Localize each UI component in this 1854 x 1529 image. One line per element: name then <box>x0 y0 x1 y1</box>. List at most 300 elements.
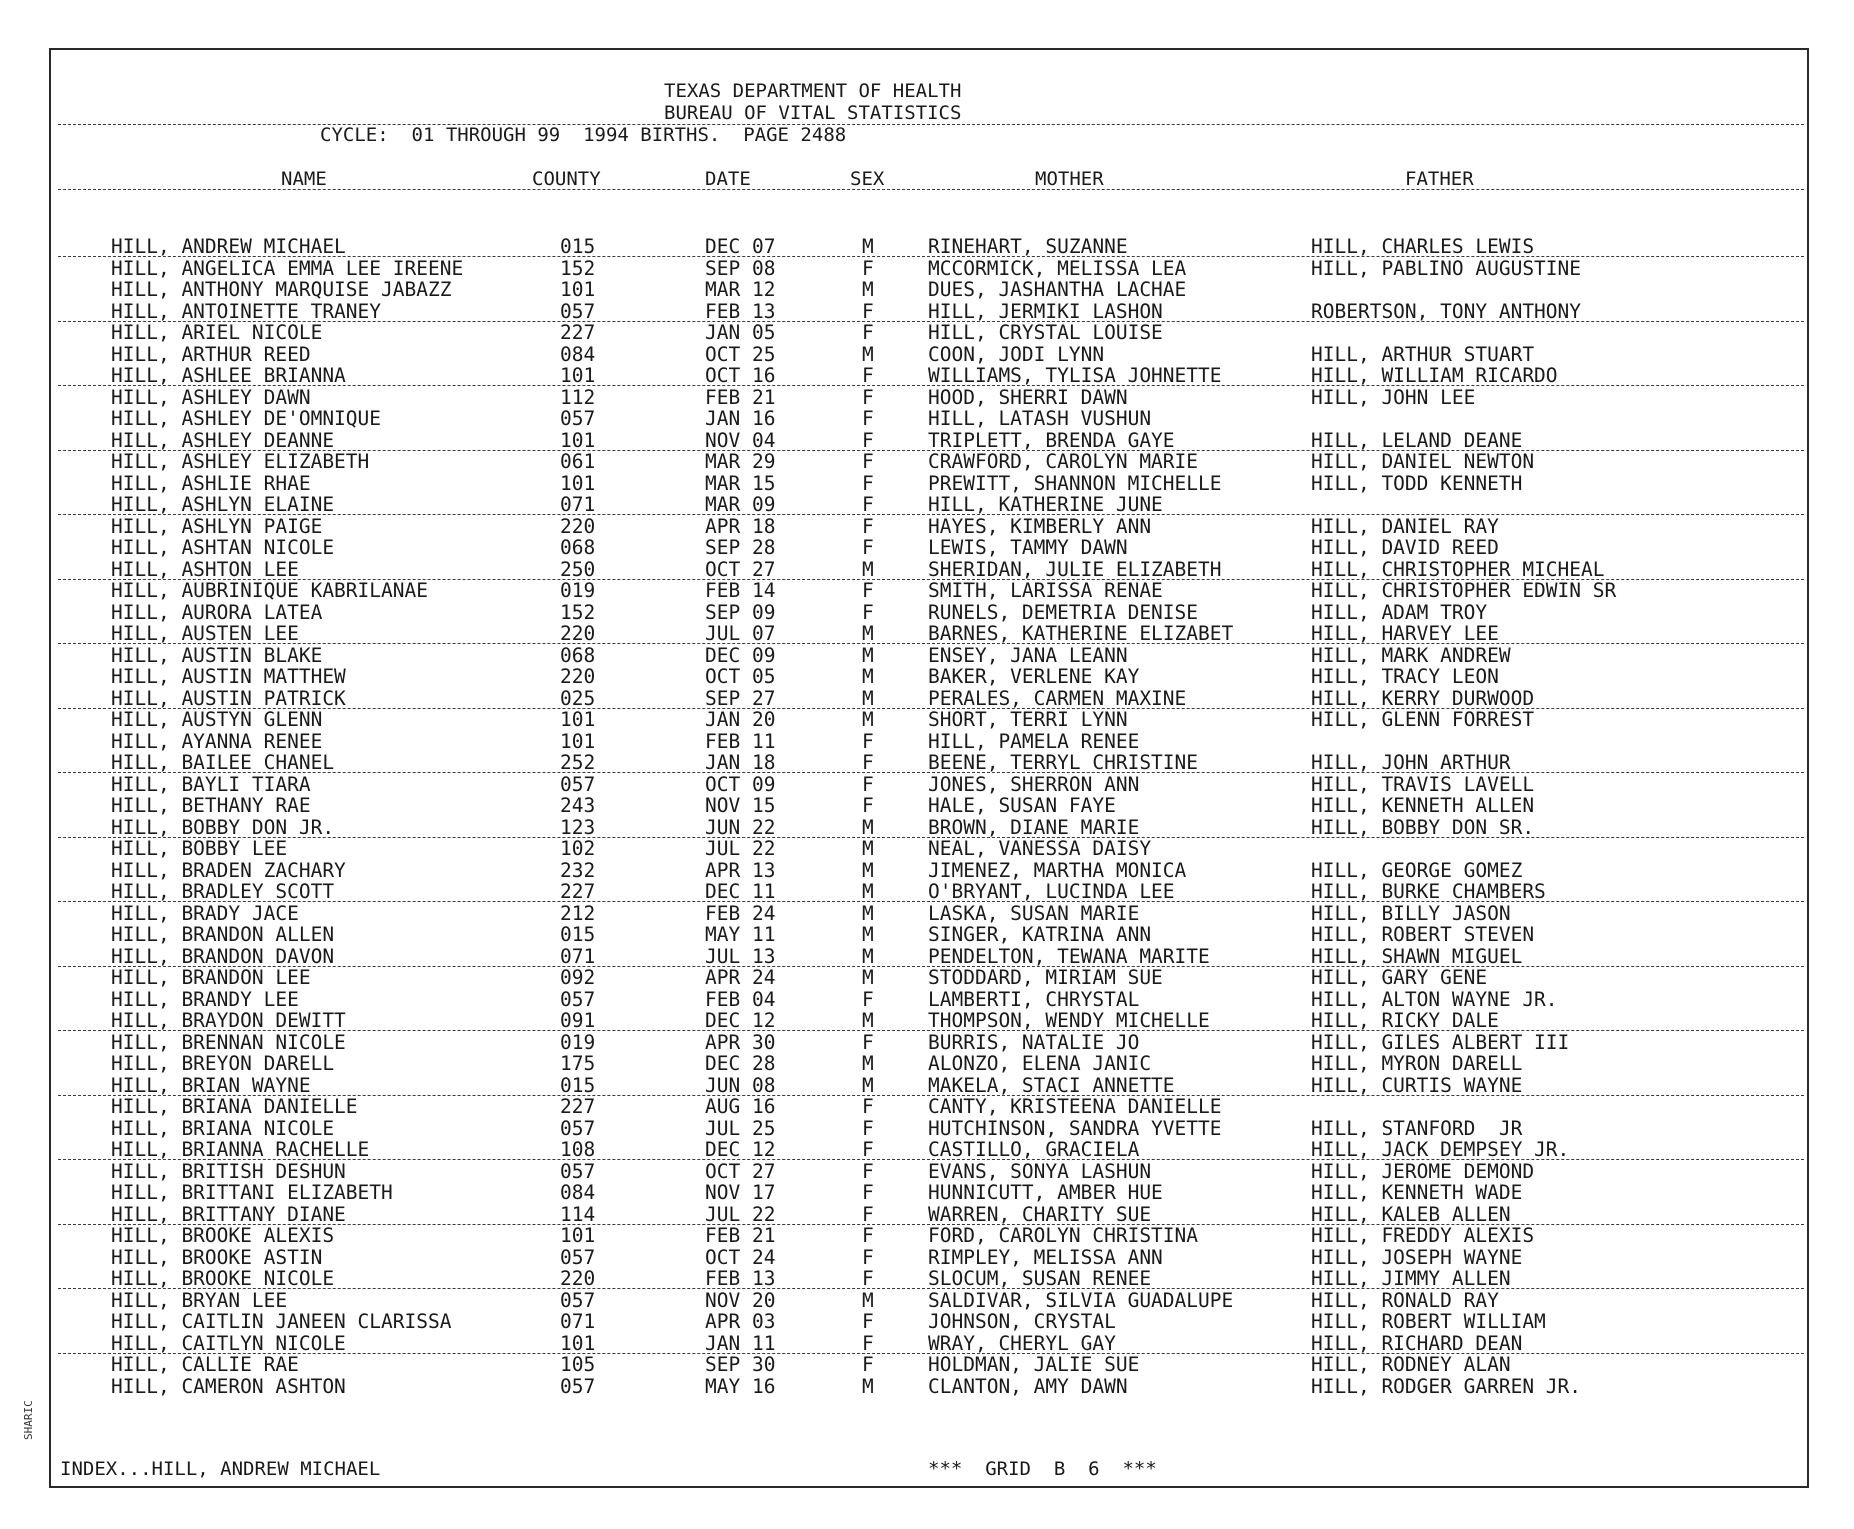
cell-county: 220 <box>560 622 596 645</box>
cell-sex: F <box>862 536 874 559</box>
cell-father: HILL, RICHARD DEAN <box>1311 1331 1523 1355</box>
cell-county: 212 <box>560 901 596 925</box>
table-row <box>0 817 1854 839</box>
cell-date: APR 18 <box>705 514 776 538</box>
table-row <box>0 1333 1854 1355</box>
cell-father: HILL, CHARLES LEWIS <box>1311 235 1535 258</box>
cycle-line: CYCLE: 01 THROUGH 99 1994 BIRTHS. PAGE 2488 <box>320 124 847 146</box>
cell-county: 068 <box>560 643 596 667</box>
cell-name: HILL, BREYON DARELL <box>111 1052 335 1075</box>
cell-sex: M <box>862 643 874 667</box>
table-row <box>0 1075 1854 1097</box>
cell-mother: WARREN, CHARITY SUE <box>928 1202 1152 1226</box>
cell-name: HILL, ASHLIE RHAE <box>111 471 311 495</box>
cell-sex: M <box>862 1052 874 1075</box>
cell-county: 101 <box>560 364 596 387</box>
cell-mother: COON, JODI LYNN <box>928 342 1105 366</box>
cell-name: HILL, ASHLYN ELAINE <box>111 493 335 516</box>
cell-county: 105 <box>560 1353 596 1376</box>
cell-name: HILL, AUSTEN LEE <box>111 622 299 645</box>
cell-father: HILL, RICKY DALE <box>1311 1009 1499 1032</box>
footer-grid: *** GRID B 6 *** <box>928 1458 1157 1480</box>
cell-sex: F <box>862 385 874 409</box>
col-header-date: DATE <box>705 168 751 190</box>
cell-date: SEP 08 <box>705 256 776 280</box>
table-row <box>0 774 1854 796</box>
cell-sex: F <box>862 299 874 323</box>
cell-father: HILL, DAVID REED <box>1311 536 1499 559</box>
cell-mother: HILL, JERMIKI LASHON <box>928 299 1163 323</box>
cell-name: HILL, BRITISH DESHUN <box>111 1159 346 1183</box>
cell-county: 123 <box>560 815 596 839</box>
cell-date: FEB 04 <box>705 987 776 1011</box>
col-header-county: COUNTY <box>532 168 601 190</box>
cell-mother: BURRIS, NATALIE JO <box>928 1030 1140 1054</box>
cell-date: JAN 16 <box>705 407 776 430</box>
cell-father: HILL, BOBBY DON SR. <box>1311 815 1535 839</box>
cell-father: HILL, BURKE CHAMBERS <box>1311 880 1546 903</box>
cell-sex: F <box>862 729 874 753</box>
table-row <box>0 666 1854 688</box>
table-row <box>0 946 1854 968</box>
cell-father: HILL, LELAND DEANE <box>1311 428 1523 452</box>
cell-mother: HILL, KATHERINE JUNE <box>928 493 1163 516</box>
cell-father: HILL, KERRY DURWOOD <box>1311 686 1535 710</box>
cell-date: JUL 22 <box>705 837 776 860</box>
cell-sex: M <box>862 278 874 301</box>
col-header-sex: SEX <box>850 168 885 190</box>
cell-sex: F <box>862 1138 874 1161</box>
cell-sex: F <box>862 1116 874 1140</box>
cell-date: JAN 18 <box>705 751 776 774</box>
cell-county: 101 <box>560 1331 596 1355</box>
cell-date: MAR 15 <box>705 471 776 495</box>
cell-county: 015 <box>560 235 596 258</box>
table-row <box>0 1161 1854 1183</box>
cell-father: HILL, STANFORD JR <box>1311 1116 1523 1140</box>
cell-county: 015 <box>560 1073 596 1097</box>
cell-name: HILL, ANDREW MICHAEL <box>111 235 346 258</box>
table-row <box>0 1010 1854 1032</box>
table-row <box>0 559 1854 581</box>
cell-date: OCT 25 <box>705 342 776 366</box>
cell-mother: HOLDMAN, JALIE SUE <box>928 1353 1140 1376</box>
cell-mother: HUNNICUTT, AMBER HUE <box>928 1181 1163 1204</box>
cell-name: HILL, BRANDY LEE <box>111 987 299 1011</box>
cell-father: HILL, CHRISTOPHER MICHEAL <box>1311 557 1605 581</box>
cell-mother: RIMPLEY, MELISSA ANN <box>928 1245 1163 1269</box>
cell-date: SEP 09 <box>705 600 776 624</box>
cell-county: 091 <box>560 1009 596 1032</box>
cell-mother: HALE, SUSAN FAYE <box>928 794 1116 817</box>
table-row <box>0 516 1854 538</box>
cell-mother: JIMENEZ, MARTHA MONICA <box>928 858 1187 882</box>
table-row <box>0 838 1854 860</box>
cell-mother: SLOCUM, SUSAN RENEE <box>928 1267 1152 1290</box>
cell-father: HILL, KENNETH ALLEN <box>1311 794 1535 817</box>
cell-mother: CANTY, KRISTEENA DANIELLE <box>928 1095 1222 1118</box>
cell-date: APR 13 <box>705 858 776 882</box>
cell-sex: M <box>862 1374 874 1398</box>
cell-sex: F <box>862 1245 874 1269</box>
cell-sex: F <box>862 471 874 495</box>
cell-sex: M <box>862 966 874 989</box>
cell-name: HILL, ASHLYN PAIGE <box>111 514 323 538</box>
cell-name: HILL, ASHLEY ELIZABETH <box>111 450 370 473</box>
cell-mother: SINGER, KATRINA ANN <box>928 923 1152 946</box>
cell-date: JUL 25 <box>705 1116 776 1140</box>
col-header-father: FATHER <box>1405 168 1474 190</box>
cell-county: 101 <box>560 278 596 301</box>
cell-county: 057 <box>560 1245 596 1269</box>
side-mark: SHARIC <box>22 1400 35 1440</box>
cell-sex: F <box>862 1331 874 1355</box>
table-row <box>0 451 1854 473</box>
cell-mother: STODDARD, MIRIAM SUE <box>928 966 1163 989</box>
cell-sex: F <box>862 1030 874 1054</box>
cell-name: HILL, CALLIE RAE <box>111 1353 299 1376</box>
cell-sex: M <box>862 708 874 731</box>
cell-date: NOV 04 <box>705 428 776 452</box>
cell-sex: M <box>862 1288 874 1312</box>
cell-sex: F <box>862 794 874 817</box>
cell-father: HILL, JIMMY ALLEN <box>1311 1267 1511 1290</box>
table-row <box>0 473 1854 495</box>
cell-county: 102 <box>560 837 596 860</box>
table-row <box>0 1182 1854 1204</box>
divider <box>58 189 1804 190</box>
cell-father: HILL, TRACY LEON <box>1311 665 1499 688</box>
cell-sex: F <box>862 1159 874 1183</box>
cell-date: NOV 20 <box>705 1288 776 1312</box>
cell-sex: M <box>862 901 874 925</box>
cell-date: NOV 17 <box>705 1181 776 1204</box>
cell-name: HILL, BROOKE NICOLE <box>111 1267 335 1290</box>
cell-mother: SMITH, LARISSA RENAE <box>928 579 1163 602</box>
cell-county: 101 <box>560 729 596 753</box>
col-header-mother: MOTHER <box>1035 168 1104 190</box>
table-row <box>0 430 1854 452</box>
cell-name: HILL, AUSTIN PATRICK <box>111 686 346 710</box>
cell-name: HILL, BRIAN WAYNE <box>111 1073 311 1097</box>
cell-county: 101 <box>560 428 596 452</box>
cell-father: HILL, JOHN LEE <box>1311 385 1476 409</box>
cell-sex: F <box>862 600 874 624</box>
cell-mother: ENSEY, JANA LEANN <box>928 643 1128 667</box>
cell-father: HILL, KALEB ALLEN <box>1311 1202 1511 1226</box>
cell-mother: JONES, SHERRON ANN <box>928 772 1140 796</box>
cell-father: HILL, DANIEL RAY <box>1311 514 1499 538</box>
cell-date: DEC 07 <box>705 235 776 258</box>
cell-date: FEB 13 <box>705 1267 776 1290</box>
cell-name: HILL, BRITTANI ELIZABETH <box>111 1181 393 1204</box>
cell-name: HILL, ANTOINETTE TRANEY <box>111 299 382 323</box>
table-row <box>0 1032 1854 1054</box>
cell-name: HILL, BRYAN LEE <box>111 1288 288 1312</box>
cell-name: HILL, BRANDON LEE <box>111 966 311 989</box>
cell-sex: M <box>862 622 874 645</box>
table-row <box>0 580 1854 602</box>
cell-name: HILL, AUSTYN GLENN <box>111 708 323 731</box>
cell-date: SEP 27 <box>705 686 776 710</box>
cell-county: 068 <box>560 536 596 559</box>
cell-mother: HOOD, SHERRI DAWN <box>928 385 1128 409</box>
cell-county: 092 <box>560 966 596 989</box>
cell-sex: F <box>862 772 874 796</box>
cell-sex: M <box>862 342 874 366</box>
cell-name: HILL, CAMERON ASHTON <box>111 1374 346 1398</box>
cell-name: HILL, AYANNA RENEE <box>111 729 323 753</box>
cell-date: FEB 13 <box>705 299 776 323</box>
cell-mother: THOMPSON, WENDY MICHELLE <box>928 1009 1210 1032</box>
table-row <box>0 387 1854 409</box>
cell-name: HILL, BROOKE ASTIN <box>111 1245 323 1269</box>
cell-name: HILL, CAITLIN JANEEN CLARISSA <box>111 1310 452 1333</box>
table-row <box>0 1354 1854 1376</box>
cell-name: HILL, BRIANA NICOLE <box>111 1116 335 1140</box>
cell-mother: ALONZO, ELENA JANIC <box>928 1052 1152 1075</box>
cell-county: 019 <box>560 1030 596 1054</box>
table-row <box>0 1204 1854 1226</box>
cell-date: DEC 12 <box>705 1009 776 1032</box>
cell-name: HILL, BRANDON DAVON <box>111 944 335 968</box>
table-row <box>0 1311 1854 1333</box>
cell-mother: RINEHART, SUZANNE <box>928 235 1128 258</box>
cell-sex: F <box>862 1267 874 1290</box>
cell-date: NOV 15 <box>705 794 776 817</box>
cell-mother: EVANS, SONYA LASHUN <box>928 1159 1152 1183</box>
cell-county: 057 <box>560 1159 596 1183</box>
cell-county: 112 <box>560 385 596 409</box>
cell-name: HILL, AURORA LATEA <box>111 600 323 624</box>
cell-father: HILL, GARY GENE <box>1311 966 1488 989</box>
cell-county: 227 <box>560 880 596 903</box>
cell-mother: SALDIVAR, SILVIA GUADALUPE <box>928 1288 1234 1312</box>
cell-father: HILL, JOHN ARTHUR <box>1311 751 1511 774</box>
cell-mother: SHORT, TERRI LYNN <box>928 708 1128 731</box>
cell-father: HILL, CHRISTOPHER EDWIN SR <box>1311 579 1617 602</box>
cell-name: HILL, ASHLEY DEANNE <box>111 428 335 452</box>
cell-county: 152 <box>560 256 596 280</box>
table-row <box>0 1247 1854 1269</box>
cell-mother: JOHNSON, CRYSTAL <box>928 1310 1116 1333</box>
cell-father: HILL, ROBERT WILLIAM <box>1311 1310 1546 1333</box>
table-row <box>0 989 1854 1011</box>
cell-name: HILL, BAILEE CHANEL <box>111 751 335 774</box>
cell-mother: DUES, JASHANTHA LACHAE <box>928 278 1187 301</box>
cell-sex: F <box>862 751 874 774</box>
cell-sex: F <box>862 1095 874 1118</box>
cell-father: HILL, CURTIS WAYNE <box>1311 1073 1523 1097</box>
cell-mother: WRAY, CHERYL GAY <box>928 1331 1116 1355</box>
cell-mother: FORD, CAROLYN CHRISTINA <box>928 1224 1199 1247</box>
cell-name: HILL, ASHLEY DE'OMNIQUE <box>111 407 382 430</box>
cell-father: HILL, MYRON DARELL <box>1311 1052 1523 1075</box>
cell-name: HILL, BOBBY DON JR. <box>111 815 335 839</box>
cell-father: HILL, TODD KENNETH <box>1311 471 1523 495</box>
cell-sex: F <box>862 579 874 602</box>
cell-mother: BAKER, VERLENE KAY <box>928 665 1140 688</box>
cell-name: HILL, BRENNAN NICOLE <box>111 1030 346 1054</box>
cell-mother: CASTILLO, GRACIELA <box>928 1138 1140 1161</box>
cell-father: HILL, HARVEY LEE <box>1311 622 1499 645</box>
cell-mother: CRAWFORD, CAROLYN MARIE <box>928 450 1199 473</box>
cell-date: JUL 13 <box>705 944 776 968</box>
cell-date: FEB 24 <box>705 901 776 925</box>
cell-date: DEC 11 <box>705 880 776 903</box>
cell-name: HILL, BROOKE ALEXIS <box>111 1224 335 1247</box>
cell-mother: LEWIS, TAMMY DAWN <box>928 536 1128 559</box>
records-list <box>0 236 1854 1397</box>
cell-name: HILL, BOBBY LEE <box>111 837 288 860</box>
cell-sex: M <box>862 880 874 903</box>
cell-mother: BEENE, TERRYL CHRISTINE <box>928 751 1199 774</box>
cell-father: HILL, DANIEL NEWTON <box>1311 450 1535 473</box>
cell-name: HILL, ASHLEE BRIANNA <box>111 364 346 387</box>
cell-mother: RUNELS, DEMETRIA DENISE <box>928 600 1199 624</box>
cell-sex: M <box>862 837 874 860</box>
cell-name: HILL, BRANDON ALLEN <box>111 923 335 946</box>
cell-father: HILL, ROBERT STEVEN <box>1311 923 1535 946</box>
cell-name: HILL, ARTHUR REED <box>111 342 311 366</box>
table-row <box>0 1096 1854 1118</box>
cell-county: 220 <box>560 1267 596 1290</box>
cell-county: 101 <box>560 708 596 731</box>
table-row <box>0 279 1854 301</box>
table-row <box>0 795 1854 817</box>
cell-county: 071 <box>560 493 596 516</box>
cell-county: 101 <box>560 1224 596 1247</box>
cell-name: HILL, ASHTAN NICOLE <box>111 536 335 559</box>
cell-father: HILL, ADAM TROY <box>1311 600 1488 624</box>
cell-county: 071 <box>560 944 596 968</box>
cell-mother: HAYES, KIMBERLY ANN <box>928 514 1152 538</box>
cell-county: 227 <box>560 321 596 344</box>
table-row <box>0 645 1854 667</box>
cell-county: 057 <box>560 1374 596 1398</box>
cell-name: HILL, BRIANA DANIELLE <box>111 1095 358 1118</box>
cell-father: HILL, BILLY JASON <box>1311 901 1511 925</box>
cell-county: 175 <box>560 1052 596 1075</box>
cell-date: JUN 22 <box>705 815 776 839</box>
cell-sex: F <box>862 1181 874 1204</box>
cell-date: JUL 07 <box>705 622 776 645</box>
cell-county: 252 <box>560 751 596 774</box>
cell-date: OCT 27 <box>705 1159 776 1183</box>
cell-date: OCT 05 <box>705 665 776 688</box>
cell-mother: PERALES, CARMEN MAXINE <box>928 686 1187 710</box>
table-row <box>0 1290 1854 1312</box>
table-row <box>0 623 1854 645</box>
cell-name: HILL, ARIEL NICOLE <box>111 321 323 344</box>
cell-date: OCT 24 <box>705 1245 776 1269</box>
cell-name: HILL, BETHANY RAE <box>111 794 311 817</box>
cell-mother: WILLIAMS, TYLISA JOHNETTE <box>928 364 1222 387</box>
cell-sex: M <box>862 1073 874 1097</box>
header-title: TEXAS DEPARTMENT OF HEALTH <box>664 80 962 102</box>
cell-county: 025 <box>560 686 596 710</box>
cell-name: HILL, CAITLYN NICOLE <box>111 1331 346 1355</box>
cell-date: MAY 11 <box>705 923 776 946</box>
cell-date: MAR 12 <box>705 278 776 301</box>
cell-county: 084 <box>560 342 596 366</box>
table-row <box>0 709 1854 731</box>
cell-sex: F <box>862 987 874 1011</box>
cell-county: 114 <box>560 1202 596 1226</box>
cell-date: MAR 29 <box>705 450 776 473</box>
cell-date: MAY 16 <box>705 1374 776 1398</box>
cell-date: APR 03 <box>705 1310 776 1333</box>
cell-name: HILL, BRITTANY DIANE <box>111 1202 346 1226</box>
cell-father: HILL, ALTON WAYNE JR. <box>1311 987 1558 1011</box>
cell-name: HILL, BRADY JACE <box>111 901 299 925</box>
cell-county: 243 <box>560 794 596 817</box>
cell-mother: BROWN, DIANE MARIE <box>928 815 1140 839</box>
cell-sex: M <box>862 557 874 581</box>
table-row <box>0 301 1854 323</box>
cell-date: SEP 30 <box>705 1353 776 1376</box>
cell-county: 057 <box>560 772 596 796</box>
cell-father: HILL, PABLINO AUGUSTINE <box>1311 256 1582 280</box>
table-row <box>0 494 1854 516</box>
table-row <box>0 924 1854 946</box>
cell-father: HILL, SHAWN MIGUEL <box>1311 944 1523 968</box>
cell-father: HILL, GLENN FORREST <box>1311 708 1535 731</box>
cell-date: FEB 21 <box>705 1224 776 1247</box>
cell-county: 061 <box>560 450 596 473</box>
cell-county: 057 <box>560 987 596 1011</box>
footer-index: INDEX...HILL, ANDREW MICHAEL <box>60 1458 381 1480</box>
cell-date: JAN 11 <box>705 1331 776 1355</box>
cell-date: APR 24 <box>705 966 776 989</box>
cell-name: HILL, AUSTIN MATTHEW <box>111 665 346 688</box>
cell-father: HILL, JEROME DEMOND <box>1311 1159 1535 1183</box>
cell-name: HILL, ASHLEY DAWN <box>111 385 311 409</box>
cell-sex: F <box>862 514 874 538</box>
cell-mother: HUTCHINSON, SANDRA YVETTE <box>928 1116 1222 1140</box>
cell-sex: M <box>862 858 874 882</box>
cell-father: HILL, GEORGE GOMEZ <box>1311 858 1523 882</box>
cell-date: JAN 05 <box>705 321 776 344</box>
cell-date: DEC 28 <box>705 1052 776 1075</box>
cell-name: HILL, BAYLI TIARA <box>111 772 311 796</box>
cell-mother: HILL, PAMELA RENEE <box>928 729 1140 753</box>
cell-county: 019 <box>560 579 596 602</box>
table-row <box>0 903 1854 925</box>
header-subtitle: BUREAU OF VITAL STATISTICS <box>664 102 962 124</box>
cell-date: MAR 09 <box>705 493 776 516</box>
cell-father: HILL, FREDDY ALEXIS <box>1311 1224 1535 1247</box>
cell-father: HILL, ARTHUR STUART <box>1311 342 1535 366</box>
cell-sex: F <box>862 1224 874 1247</box>
cell-county: 220 <box>560 514 596 538</box>
table-row <box>0 344 1854 366</box>
cell-father: HILL, KENNETH WADE <box>1311 1181 1523 1204</box>
cell-sex: M <box>862 815 874 839</box>
table-row <box>0 236 1854 258</box>
table-row <box>0 537 1854 559</box>
cell-date: SEP 28 <box>705 536 776 559</box>
cell-name: HILL, BRIANNA RACHELLE <box>111 1138 370 1161</box>
cell-mother: NEAL, VANESSA DAISY <box>928 837 1152 860</box>
cell-father: HILL, RODGER GARREN JR. <box>1311 1374 1582 1398</box>
cell-name: HILL, BRADEN ZACHARY <box>111 858 346 882</box>
cell-sex: F <box>862 1310 874 1333</box>
cell-county: 057 <box>560 299 596 323</box>
cell-county: 232 <box>560 858 596 882</box>
table-row <box>0 1053 1854 1075</box>
cell-date: FEB 14 <box>705 579 776 602</box>
